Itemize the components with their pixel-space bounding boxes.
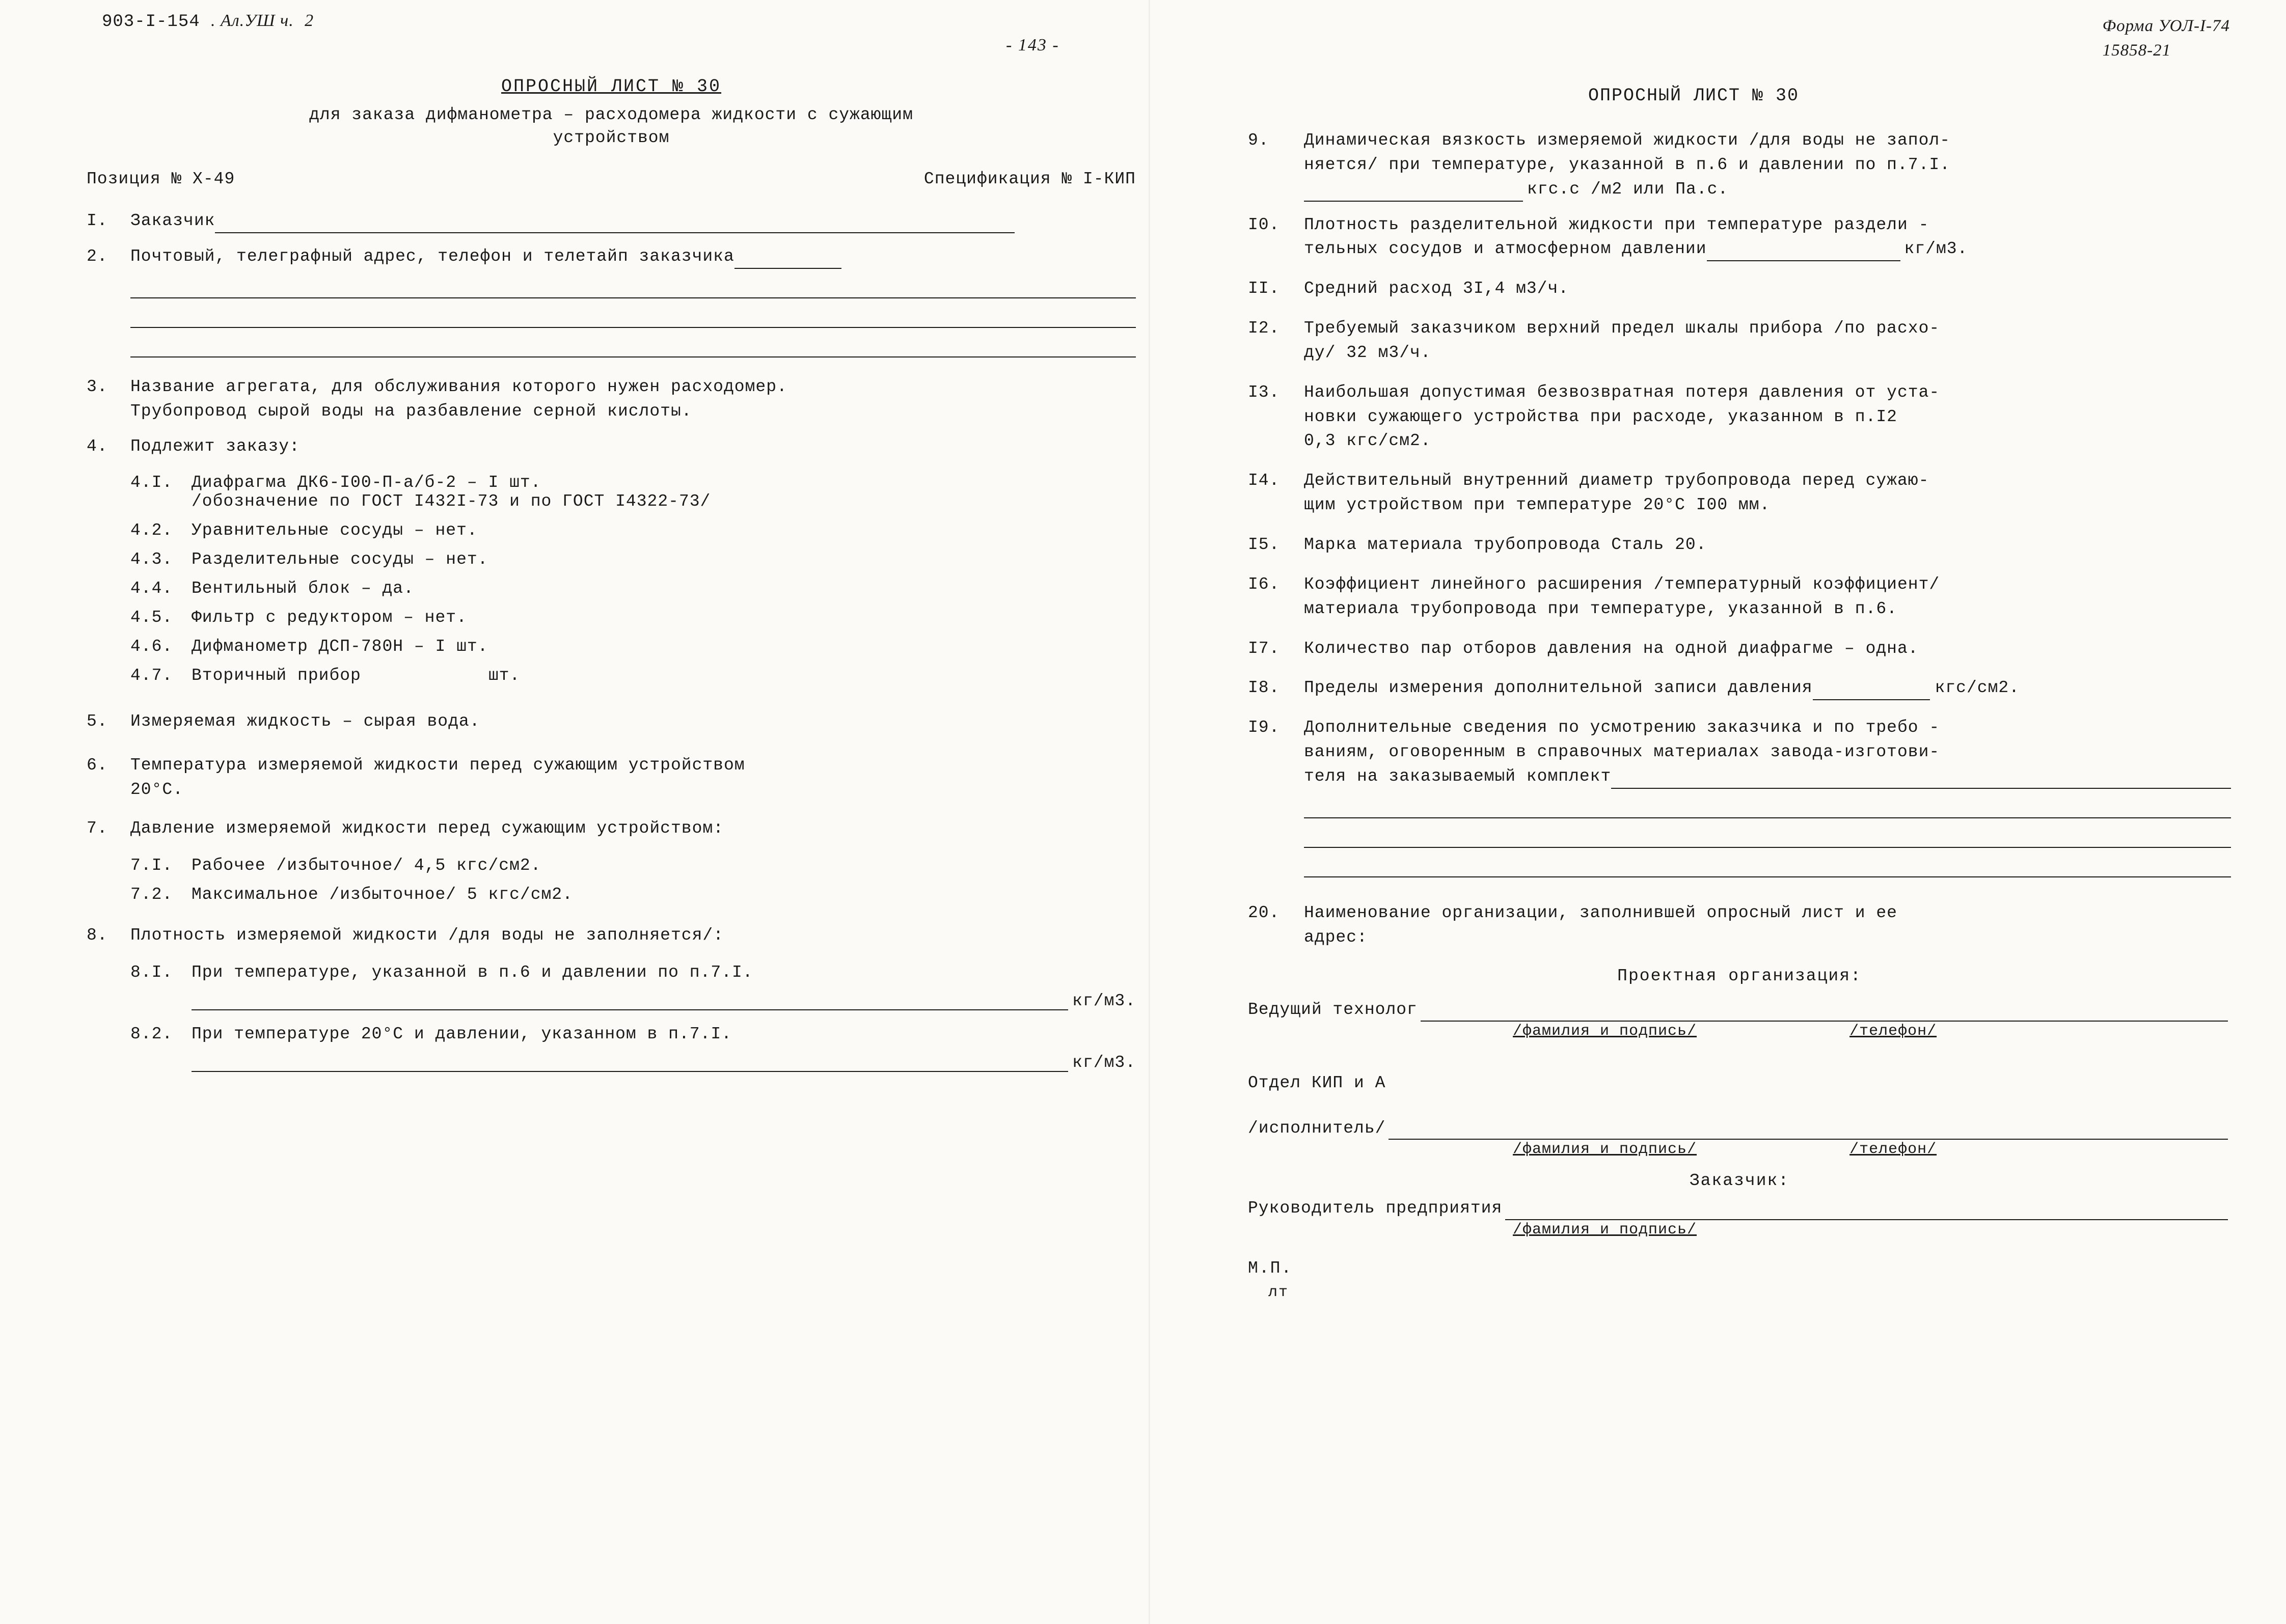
item-13-body <box>1304 380 2231 454</box>
item-4-5-number: 4.5. <box>130 608 173 627</box>
item-5 <box>87 709 1136 734</box>
item-13-line1: Наибольшая допустимая безвозвратная потеря давления от уста- <box>1304 382 1940 402</box>
item-8-2-text: При температуре 20°С и давлении, указанном в п.7.I. <box>192 1024 732 1043</box>
item-2-body <box>130 244 1136 357</box>
item-10-number: I0. <box>1248 215 1280 234</box>
item-14-line1: Действительный внутренний диаметр трубопровода перед сужаю- <box>1304 471 1929 490</box>
item-3-line2: Трубопровод сырой воды на разбавление серной кислоты. <box>130 401 692 421</box>
item-4-3-text: Разделительные сосуды – нет. <box>192 550 488 569</box>
item-16-line1: Коэффициент линейного расширения /температурный коэффициент/ <box>1304 574 1940 594</box>
item-4-3 <box>130 550 1136 569</box>
item-19-fill-line-3[interactable] <box>1304 832 2231 848</box>
item-9-fill-line[interactable] <box>1304 182 1523 201</box>
item-1-number: I. <box>87 211 108 231</box>
item-14-body <box>1304 469 2231 517</box>
item-8-1 <box>130 963 1136 1010</box>
item-9-number: 9. <box>1248 131 1269 150</box>
item-1 <box>87 209 1136 233</box>
item-3-number: 3. <box>87 377 108 396</box>
form-code-line1: Форма УОЛ-I-74 <box>2102 17 2230 35</box>
item-4-1-line2: /обозначение по ГОСТ I432I-73 и по ГОСТ I4322-73/ <box>192 492 711 511</box>
subtitle-line2: устройством <box>553 128 670 147</box>
item-3-line1: Название агрегата, для обслуживания которого нужен расходомер. <box>130 377 787 396</box>
item-7-number: 7. <box>87 818 108 838</box>
kip-department-label-line2: /исполнитель/ <box>1248 1118 1386 1138</box>
item-4-1-line1: Диафрагма ДК6-I00-П-а/б-2 – I шт. <box>192 473 541 492</box>
lead-technologist-row <box>1248 999 2231 1022</box>
item-7-text: Давление измеряемой жидкости перед сужающим устройством: <box>130 818 724 838</box>
item-4-7-unit: шт. <box>488 666 521 685</box>
item-20-line1: Наименование организации, заполнившей опросный лист и ее <box>1304 903 1897 922</box>
enterprise-head-captions <box>1248 1221 2231 1238</box>
item-4-2-text: Уравнительные сосуды – нет. <box>192 521 478 540</box>
caption-name-2: /фамилия и подпись/ <box>1513 1141 1697 1159</box>
item-10-line2: тельных сосудов и атмосферном давлении <box>1304 239 1707 259</box>
item-19 <box>1248 715 2231 877</box>
item-4-1-body <box>192 473 711 511</box>
item-4-1-number: 4.I. <box>130 473 173 492</box>
item-4-4 <box>130 579 1136 598</box>
item-20-line2: адрес: <box>1304 927 1368 947</box>
item-8-2-number: 8.2. <box>130 1024 173 1043</box>
item-13-line2: новки сужающего устройства при расходе, указанном в п.I2 <box>1304 407 1897 426</box>
left-column <box>87 0 1136 1072</box>
item-13 <box>1248 380 2231 454</box>
page-fold <box>1149 0 1150 1624</box>
form-code-line2: 15858-21 <box>2102 41 2171 60</box>
item-10-line1: Плотность разделительной жидкости при температуре раздели - <box>1304 215 1929 234</box>
item-7-1-number: 7.I. <box>130 856 173 875</box>
item-13-number: I3. <box>1248 382 1280 402</box>
item-4-1 <box>130 473 1136 511</box>
subtitle-line1: для заказа дифманометра – расходомера жидкости с сужающим <box>309 105 913 124</box>
item-14-line2: щим устройством при температуре 20°С I00 мм. <box>1304 496 1771 515</box>
item-7-1 <box>130 856 1136 875</box>
item-10-unit: кг/м3. <box>1904 239 1968 259</box>
lead-technologist-fill[interactable] <box>1421 1003 2228 1022</box>
item-17 <box>1248 637 2231 661</box>
item-8-number: 8. <box>87 925 108 945</box>
kip-department-row <box>1248 1049 2231 1140</box>
item-8-2-fill-line[interactable] <box>192 1053 1068 1072</box>
album-label: . Ал.УШ ч. <box>211 11 294 30</box>
item-18-text: Пределы измерения дополнительной записи давления <box>1304 678 1813 698</box>
item-18 <box>1248 676 2231 700</box>
item-8-1-fill-line[interactable] <box>192 991 1068 1010</box>
item-4-5 <box>130 608 1136 627</box>
item-6-line1: Температура измеряемой жидкости перед сужающим устройством <box>130 756 745 775</box>
item-4-7-number: 4.7. <box>130 666 173 685</box>
item-14-number: I4. <box>1248 471 1280 490</box>
left-page-title: ОПРОСНЫЙ ЛИСТ № 30 <box>501 76 722 97</box>
item-4-label: Подлежит заказу: <box>130 437 300 456</box>
right-column <box>1248 0 2231 1301</box>
item-4-6 <box>130 637 1136 656</box>
kip-department-captions <box>1248 1141 2231 1158</box>
item-4-6-number: 4.6. <box>130 637 173 656</box>
item-9-unit: кгс.с /м2 или Па.с. <box>1527 179 1729 199</box>
initials-mark: лт <box>1268 1283 1289 1301</box>
caption-phone-1: /телефон/ <box>1849 1022 1937 1040</box>
item-10 <box>1248 213 2231 262</box>
customer-heading: Заказчик: <box>1689 1171 1790 1191</box>
item-15 <box>1248 533 2231 557</box>
item-4-4-number: 4.4. <box>130 579 173 598</box>
item-16 <box>1248 572 2231 621</box>
enterprise-head-fill[interactable] <box>1505 1202 2228 1220</box>
item-19-line2: ваниям, оговоренным в справочных материалах завода-изготови- <box>1304 742 1940 762</box>
item-17-number: I7. <box>1248 639 1280 658</box>
item-3-body <box>130 375 1136 424</box>
item-19-line1: Дополнительные сведения по усмотрению заказчика и по требо - <box>1304 718 1940 737</box>
item-4-6-text: Дифманометр ДСП-780Н – I шт. <box>192 637 488 656</box>
item-5-number: 5. <box>87 712 108 731</box>
item-11-number: II. <box>1248 279 1280 298</box>
item-9 <box>1248 128 2231 202</box>
item-4-number: 4. <box>87 437 108 456</box>
item-1-body <box>130 209 1136 233</box>
item-16-body <box>1304 572 2231 621</box>
item-12-number: I2. <box>1248 319 1280 338</box>
design-org-heading: Проектная организация: <box>1617 967 1862 986</box>
enterprise-head-row <box>1248 1197 2231 1220</box>
item-18-unit: кгс/см2. <box>1935 678 2020 698</box>
caption-name-1: /фамилия и подпись/ <box>1513 1022 1697 1040</box>
item-2-label: Почтовый, телеграфный адрес, телефон и телетайп заказчика <box>130 246 734 266</box>
item-9-line1: Динамическая вязкость измеряемой жидкости /для воды не запол- <box>1304 131 1950 150</box>
lead-technologist-captions <box>1248 1023 2231 1040</box>
item-4 <box>87 434 1136 459</box>
item-7 <box>87 816 1136 841</box>
caption-phone-2: /телефон/ <box>1849 1141 1937 1159</box>
item-12-line1: Требуемый заказчиком верхний предел шкалы прибора /по расхо- <box>1304 319 1940 338</box>
item-15-text: Марка материала трубопровода Сталь 20. <box>1304 535 1707 554</box>
page-number: - 143 - <box>1006 36 1059 54</box>
item-9-body <box>1304 128 2231 202</box>
item-8-2 <box>130 1025 1136 1072</box>
item-6 <box>87 753 1136 802</box>
item-2-fill-line[interactable] <box>734 249 841 268</box>
item-10-fill-line[interactable] <box>1707 242 1900 261</box>
item-11 <box>1248 277 2231 301</box>
item-4-7 <box>130 666 1136 685</box>
item-2-number: 2. <box>87 246 108 266</box>
album-number: 2 <box>305 11 314 30</box>
item-2 <box>87 244 1136 357</box>
left-page-subtitle <box>87 104 1136 149</box>
item-2-fill-line-3[interactable] <box>130 312 1136 328</box>
right-page-title: ОПРОСНЫЙ ЛИСТ № 30 <box>1588 86 1800 106</box>
item-19-body <box>1304 715 2231 877</box>
spec-label: Спецификация № I-КИП <box>923 170 1136 189</box>
item-1-fill-line[interactable] <box>215 214 1015 233</box>
enterprise-head-label: Руководитель предприятия <box>1248 1199 1503 1218</box>
item-20-body <box>1304 901 2231 950</box>
item-4-7-text: Вторичный прибор <box>192 666 361 685</box>
item-7-2-number: 7.2. <box>130 885 173 904</box>
item-4-3-number: 4.3. <box>130 550 173 569</box>
item-4-5-text: Фильтр с редуктором – нет. <box>192 608 467 627</box>
item-19-fill-line-4[interactable] <box>1304 861 2231 877</box>
stamp-place-label: М.П. <box>1248 1258 1293 1278</box>
kip-department-label <box>1248 1049 1385 1140</box>
item-16-line2: материала трубопровода при температуре, указанной в п.6. <box>1304 599 1897 618</box>
item-17-text: Количество пар отборов давления на одной диафрагме – одна. <box>1304 639 1919 658</box>
item-19-fill-line[interactable] <box>1611 769 2231 788</box>
item-5-text: Измеряемая жидкость – сырая вода. <box>130 712 480 731</box>
item-20 <box>1248 901 2231 950</box>
lead-technologist-label: Ведущий технолог <box>1248 1000 1418 1020</box>
item-11-text: Средний расход 3I,4 м3/ч. <box>1304 279 1569 298</box>
item-18-fill-line[interactable] <box>1813 681 1930 700</box>
item-7-1-text: Рабочее /избыточное/ 4,5 кгс/см2. <box>192 856 541 875</box>
item-12 <box>1248 316 2231 365</box>
caption-name-3: /фамилия и подпись/ <box>1513 1221 1697 1238</box>
item-4-4-text: Вентильный блок – да. <box>192 579 414 598</box>
item-20-number: 20. <box>1248 903 1280 922</box>
item-6-number: 6. <box>87 756 108 775</box>
item-7-2-text: Максимальное /избыточное/ 5 кгс/см2. <box>192 885 573 904</box>
item-18-body <box>1304 676 2231 700</box>
item-14 <box>1248 469 2231 517</box>
position-spec-row <box>87 170 1136 188</box>
item-8-1-number: 8.I. <box>130 962 173 982</box>
item-13-line3: 0,3 кгс/см2. <box>1304 431 1431 451</box>
item-2-fill-line-4[interactable] <box>130 341 1136 357</box>
item-6-line2: 20°С. <box>130 780 184 799</box>
item-8-text: Плотность измеряемой жидкости /для воды не заполняется/: <box>130 925 724 945</box>
kip-department-fill[interactable] <box>1389 1121 2228 1140</box>
item-4-2 <box>130 521 1136 540</box>
doc-code: 903-I-154 <box>102 12 200 32</box>
kip-department-label-line1: Отдел КИП и А <box>1248 1073 1386 1092</box>
item-9-line2: няется/ при температуре, указанной в п.6 и давлении по п.7.I. <box>1304 155 1950 174</box>
item-19-number: I9. <box>1248 718 1280 737</box>
item-12-line2: ду/ 32 м3/ч. <box>1304 343 1431 362</box>
item-8-2-unit: кг/м3. <box>1072 1053 1136 1072</box>
item-16-number: I6. <box>1248 574 1280 594</box>
item-19-fill-line-2[interactable] <box>1304 802 2231 818</box>
item-8-1-text: При температуре, указанной в п.6 и давлении по п.7.I. <box>192 962 753 982</box>
item-4-2-number: 4.2. <box>130 521 173 540</box>
item-12-body <box>1304 316 2231 365</box>
item-15-number: I5. <box>1248 535 1280 554</box>
item-8 <box>87 923 1136 948</box>
item-8-1-unit: кг/м3. <box>1072 991 1136 1010</box>
item-6-body <box>130 753 1136 802</box>
item-3 <box>87 375 1136 424</box>
item-7-2 <box>130 885 1136 904</box>
signature-block <box>1248 967 2231 1301</box>
item-19-line3: теля на заказываемый комплект <box>1304 766 1612 786</box>
item-2-fill-line-2[interactable] <box>130 282 1136 298</box>
item-18-number: I8. <box>1248 678 1280 698</box>
item-1-label: Заказчик <box>130 211 215 231</box>
position-label: Позиция № Х-49 <box>87 170 235 189</box>
item-10-body <box>1304 213 2231 262</box>
